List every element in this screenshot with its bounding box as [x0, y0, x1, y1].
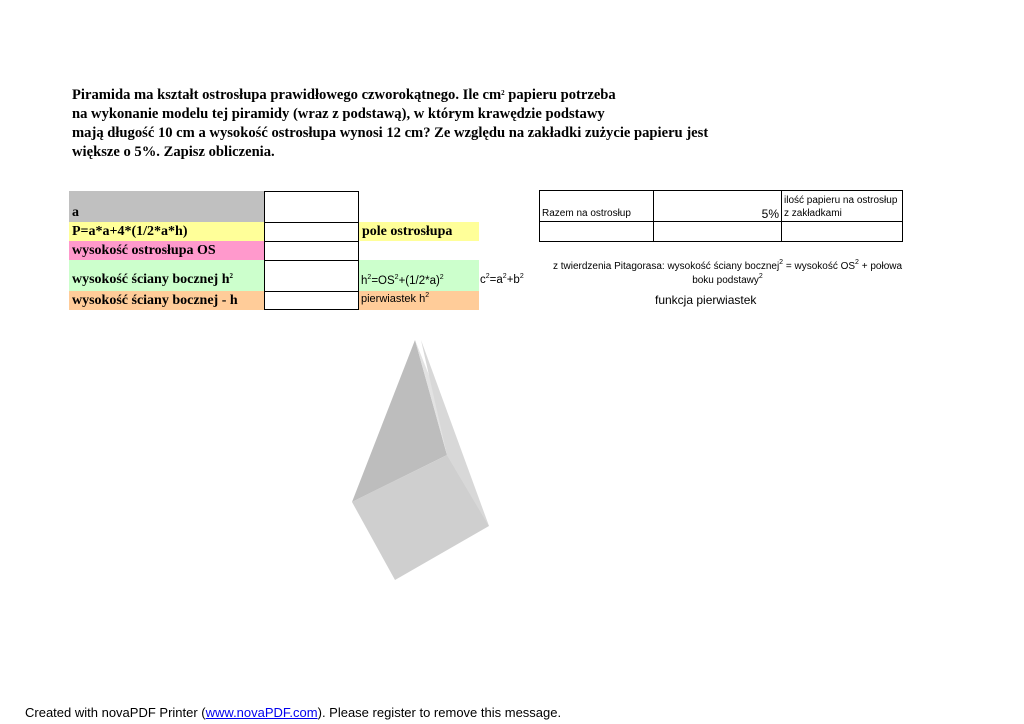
task-line-1a: Piramida ma kształt ostrosłupa prawidłowego czworokątnego. Ile cm [72, 87, 502, 103]
row-p-note: pole ostrosłupa [359, 222, 479, 241]
paper-label: ilość papieru na ostrosłup z zakładkami [781, 190, 903, 222]
novapdf-link[interactable]: www.novaPDF.com [205, 705, 318, 720]
task-line-4: większe o 5%. Zapisz obliczenia. [72, 144, 275, 160]
row-p-input[interactable] [264, 222, 359, 242]
row-a-input[interactable] [264, 191, 359, 223]
row-p-label: P=a*a+4*(1/2*a*h) [69, 222, 264, 241]
sqrt-note: funkcja pierwiastek [655, 293, 757, 307]
percent-cell: 5% [653, 190, 782, 222]
row-h-input[interactable] [264, 291, 359, 310]
row-h2-input[interactable] [264, 260, 359, 292]
row-a-label: a [69, 191, 264, 222]
percent-input[interactable] [653, 221, 782, 242]
pythagoras-formula: $c^2=a^2+b^2$ [480, 273, 524, 286]
row-h-label: wysokość ściany bocznej - h [69, 291, 264, 310]
total-label: Razem na ostrosłup [539, 190, 654, 222]
task-line-1b: papieru potrzeba [504, 87, 616, 103]
task-line-3: mają długość 10 cm a wysokość ostrosłupa wynosi 12 cm? Ze względu na zakładki zużycie papieru jest [72, 125, 709, 141]
row-h-note: pierwiastek $h^2$ [359, 291, 479, 310]
pyramid-image [340, 330, 500, 590]
task-line-2: na wykonanie modelu tej piramidy (wraz z podstawą), w którym krawędzie podstawy [72, 106, 605, 122]
total-input[interactable] [539, 221, 654, 242]
footer-message: Created with novaPDF Printer (www.novaPDF.com). Please register to remove this message. [25, 705, 562, 720]
row-h2-label: wysokość ściany bocznej $h^2$ [69, 260, 264, 291]
pythagoras-note: z twierdzenia Pitagorasa: wysokość ściany bocznej$^2$ = wysokość $OS^2$ + połowa boku podstawy$^2$ [552, 259, 903, 286]
row-os-label: wysokość ostrosłupa OS [69, 241, 264, 260]
task-text [72, 86, 732, 162]
paper-input[interactable] [781, 221, 903, 242]
task-line-1-sup: 2 [501, 89, 505, 97]
row-os-input[interactable] [264, 241, 359, 261]
row-h2-formula: $h^2=OS^2+(1/2*a)^2$ [359, 260, 479, 291]
